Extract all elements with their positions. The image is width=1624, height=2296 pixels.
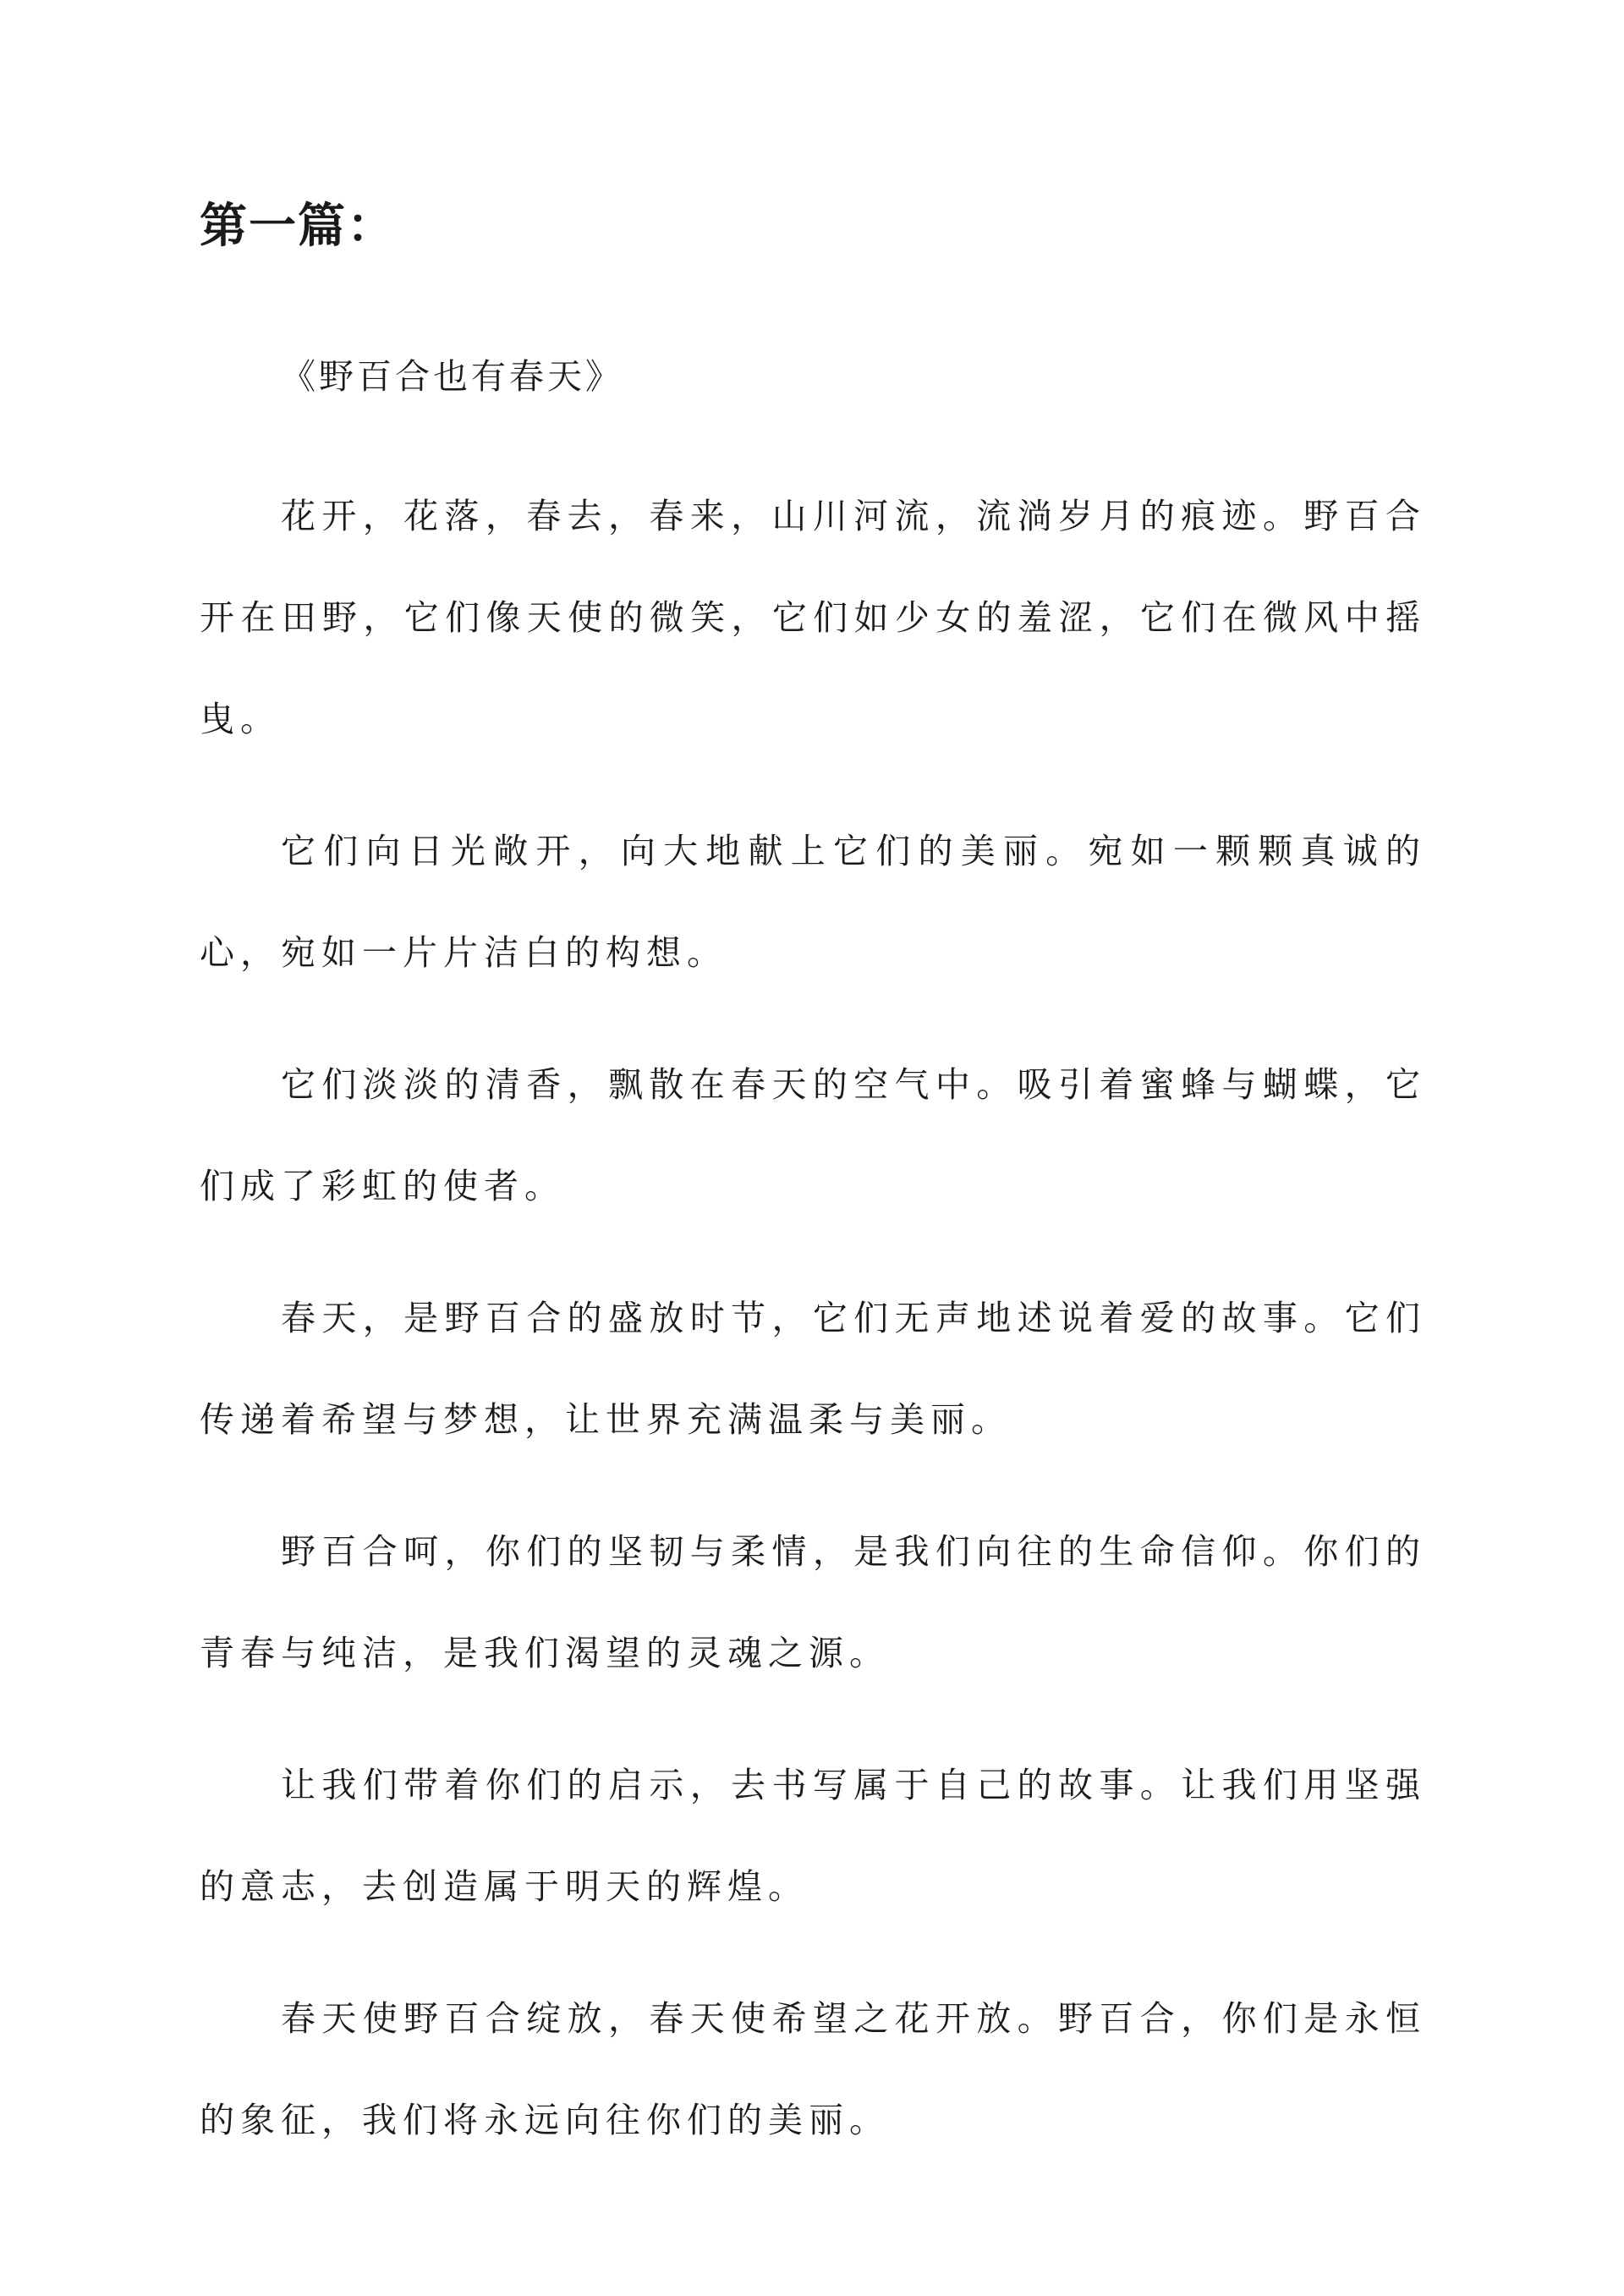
article-title: 《野百合也有春天》 — [281, 356, 623, 397]
article-body — [200, 338, 1426, 2201]
paragraph-4: 春天，是野百合的盛放时节，它们无声地述说着爱的故事。它们传递着希望与梦想，让世界充满温柔与美丽。 — [200, 1298, 1426, 1440]
paragraph-1: 花开，花落，春去，春来，山川河流，流淌岁月的痕迹。野百合开在田野，它们像天使的微笑，它们如少女的羞涩，它们在微风中摇曳。 — [200, 496, 1426, 739]
paragraph-3: 它们淡淡的清香，飘散在春天的空气中。吸引着蜜蜂与蝴蝶，它们成了彩虹的使者。 — [200, 1064, 1426, 1206]
paragraph-6: 让我们带着你们的启示，去书写属于自己的故事。让我们用坚强的意志，去创造属于明天的辉煌。 — [200, 1765, 1426, 1907]
section-heading: 第一篇： — [200, 199, 396, 254]
paragraph-5: 野百合呵，你们的坚韧与柔情，是我们向往的生命信仰。你们的青春与纯洁，是我们渴望的灵魂之源。 — [200, 1531, 1426, 1673]
paragraph-7: 春天使野百合绽放，春天使希望之花开放。野百合，你们是永恒的象征，我们将永远向往你们的美丽。 — [200, 1998, 1426, 2140]
paragraph-2: 它们向日光敞开，向大地献上它们的美丽。宛如一颗颗真诚的心，宛如一片片洁白的构想。 — [200, 831, 1426, 973]
